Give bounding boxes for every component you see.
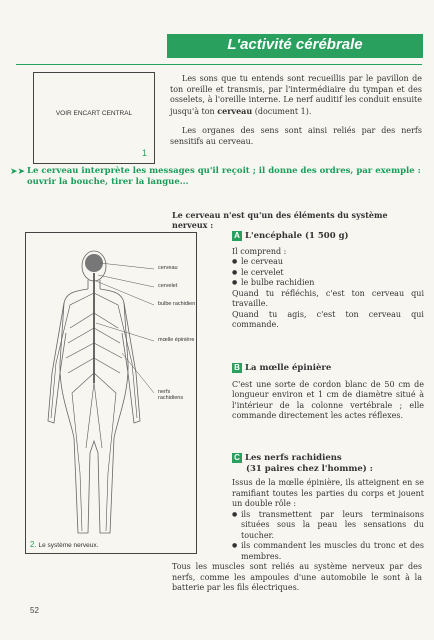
encart-number: 1 (142, 148, 148, 158)
encart-label: VOIR ENCART CENTRAL (55, 110, 133, 117)
intro-text: Les sons que tu entends sont recueillis par le pavillon de ton oreille et transmis, par l'intermédiaire du tympan et des osselets, à l'oreille interne. Le nerf auditif les conduit ensuite jusqu'à ton (170, 74, 422, 116)
label-nerfs: nerfs rachidiens (158, 389, 184, 401)
encart-box (33, 72, 155, 164)
section-c-title: Les nerfs rachidiens (245, 453, 342, 463)
section-c-list (232, 510, 424, 563)
double-arrow-icon: ➤➤ (10, 167, 26, 177)
section-a-paragraph-2: Quand tu agis, c'est ton cerveau qui commande. (232, 309, 424, 329)
list-item: ● ils transmettent par leurs terminaisons situées sous la peau les sensations du toucher. (232, 510, 424, 542)
page-number: 52 (30, 606, 39, 615)
intro-block (170, 74, 422, 147)
section-c-letter: C (232, 453, 242, 463)
section-a-title: L'encéphale (1 500 g) (245, 231, 349, 241)
title-underline (16, 64, 422, 65)
list-item: ● le cerveau (232, 257, 424, 268)
section-c (232, 453, 424, 562)
section-b-text: C'est une sorte de cordon blanc de 50 cm de longueur environ et 1 cm de diamètre situé à l'intérieur de la colonne vertébrale ; elle commande directement les actes réflexes. (232, 379, 424, 420)
section-a-comprend: Il comprend : (232, 246, 287, 256)
section-a-letter: A (232, 231, 242, 241)
system-heading: Le cerveau n'est qu'un des éléments du système nerveux : (172, 210, 388, 230)
label-cervelet: cervelet (158, 283, 178, 289)
nervous-system-diagram (25, 232, 197, 554)
key-sentence: Le cerveau interprète les messages qu'il reçoit ; il donne des ordres, par exemple : ouvrir la bouche, tirer la langue... (27, 166, 421, 187)
caption-text: Le système nerveux. (38, 542, 99, 549)
intro-bold: cerveau (217, 105, 253, 116)
list-item: ● le cervelet (232, 268, 424, 279)
page-title: L'activité cérébrale (227, 36, 363, 53)
label-cerveau: cerveau (158, 265, 178, 271)
section-b-heading (232, 363, 424, 374)
section-c-text: Issus de la mœlle épinière, ils atteignent en se ramifiant toutes les parties du corps et jouent un double rôle : (232, 478, 424, 508)
diagram-caption (30, 540, 98, 549)
intro-paragraph-2: Les organes des sens sont ainsi reliés par des nerfs sensitifs au cerveau. (170, 126, 422, 146)
caption-number: 2. (30, 540, 37, 549)
section-b-title: La mœlle épinière (245, 363, 332, 373)
section-b-letter: B (232, 363, 242, 373)
intro-text-end: (document 1). (252, 106, 312, 116)
conclusion-paragraph: Tous les muscles sont reliés au système nerveux par des nerfs, comme les ampoules d'une automobile le sont à la batterie par les fils électriques. (172, 562, 422, 592)
section-a-list (232, 257, 424, 289)
section-c-subtitle: (31 paires chez l'homme) : (246, 463, 373, 474)
label-bulbe: bulbe rachidien (158, 301, 196, 307)
section-a-heading (232, 231, 424, 242)
section-c-heading (232, 453, 424, 464)
section-a (232, 231, 424, 331)
list-item: ● le bulbe rachidien (232, 278, 424, 289)
section-a-paragraph-1: Quand tu réfléchis, c'est ton cerveau qui travaille. (232, 288, 424, 308)
intro-paragraph-1 (170, 74, 422, 117)
section-b (232, 363, 424, 422)
label-moelle: mœlle épinière (158, 337, 195, 343)
list-item: ● ils commandent les muscles du tronc et des membres. (232, 541, 424, 562)
